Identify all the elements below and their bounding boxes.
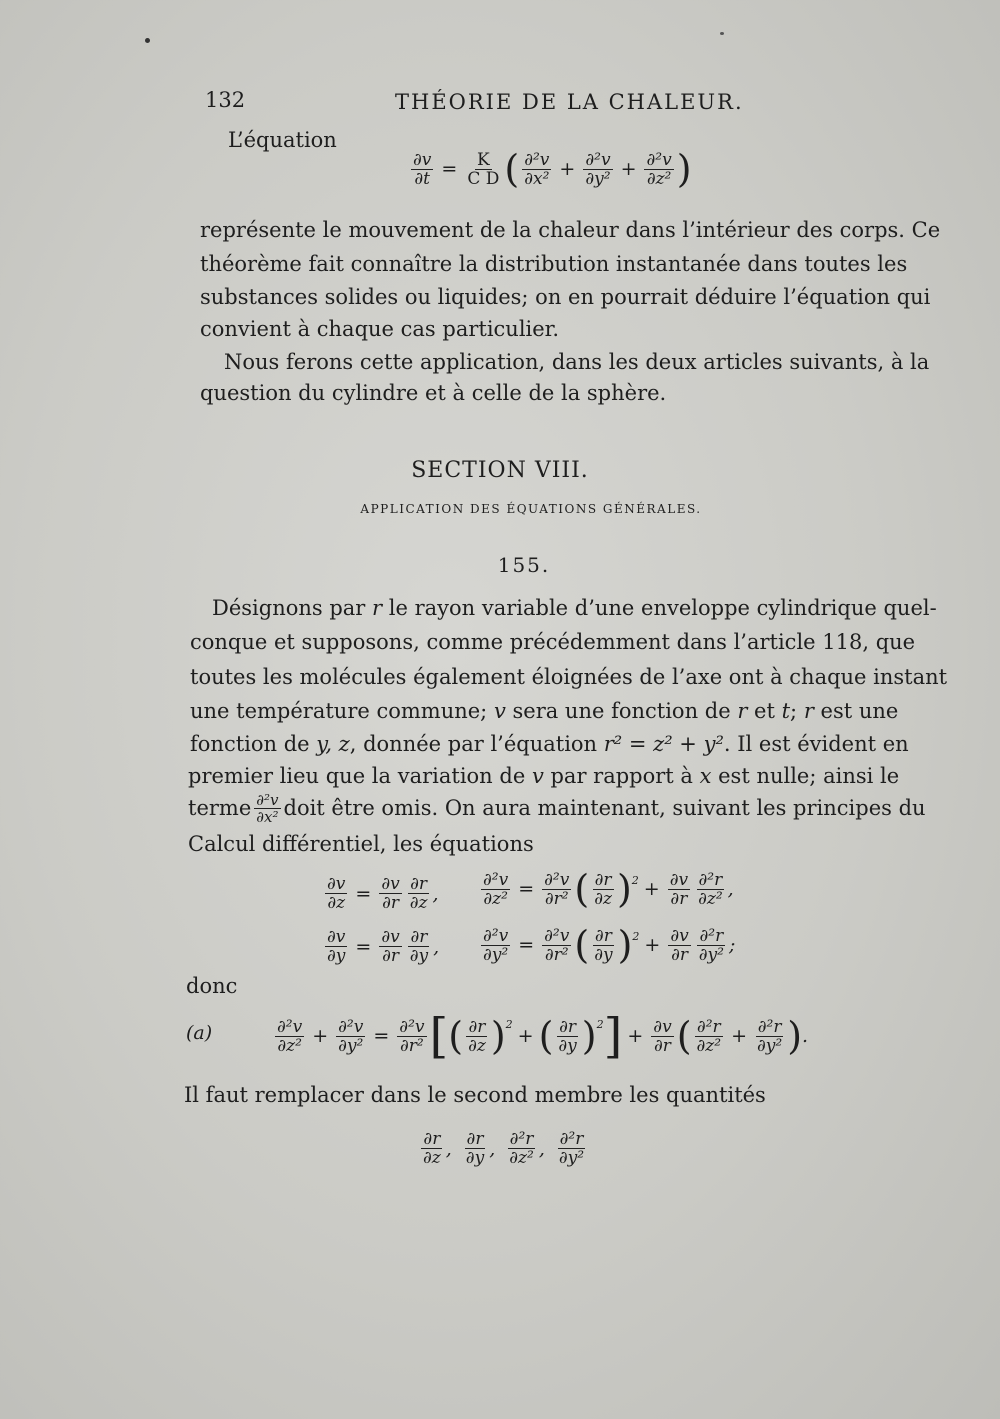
para3-line-5: fonction de y, z, donnée par l’équation r² = z² + y². Il est évident en: [190, 732, 909, 756]
equation-a: $\frac{\text{∂²v}}{\text{∂z²}}$ + $\frac{\text{∂²v}}{\text{∂y²}}$ = $\frac{\text{∂²v}}{\text{∂r²}}$ [ ( $\frac{\partial r}{\partial z}$ ) $^2$ + ( $\frac{\partial r}{\partial y}$ ) $^2$ ] + $\frac{\partial v}{\partial r}$ ( $\frac{\text{∂²r}}{\text{∂z²}}$ + $\frac{\text{∂²r}}{\text{∂y²}}$ ) .: [277, 1008, 809, 1064]
para2-line-2: question du cylindre et à celle de la sphère.: [200, 381, 667, 405]
para3-line-7: terme $\frac{\text{∂²v}}{\text{∂x²}}$ doit être omis. On aura maintenant, suivant les principes du: [188, 791, 926, 826]
equation-d2v-dy2: $\frac{\text{∂²v}}{\text{∂y²}}$ = $\frac{\text{∂²v}}{\text{∂r²}}$ ( $\frac{\partial r}{\partial y}$ ) $^2$ + $\frac{\partial v}{\partial r}$ $\frac{\text{∂²r}}{\text{∂y²}}$ ;: [483, 923, 736, 967]
equation-dv-dy: $\frac{\partial v}{\partial y}$ = $\frac{\partial v}{\partial r}$ $\frac{\partial r}{\partial y}$ ,: [327, 927, 440, 966]
para4-line: Il faut remplacer dans le second membre les quantités: [184, 1083, 766, 1107]
equation-d2v-dz2: $\frac{\text{∂²v}}{\text{∂z²}}$ = $\frac{\text{∂²v}}{\text{∂r²}}$ ( $\frac{\partial r}{\partial z}$ ) $^2$ + $\frac{\partial v}{\partial r}$ $\frac{\text{∂²r}}{\text{∂z²}}$ ,: [483, 867, 734, 911]
para1-line-3: substances solides ou liquides; on en pourrait déduire l’équation qui: [200, 285, 931, 309]
page-number: 132: [205, 88, 246, 112]
para1-line-2: théorème fait connaître la distribution instantanée dans toutes les: [200, 252, 908, 276]
para3-line-6: premier lieu que la variation de v par rapport à x est nulle; ainsi le: [188, 764, 900, 788]
section-title: SECTION VIII.: [411, 458, 589, 483]
donc-word: donc: [186, 974, 238, 998]
heat-equation: $\frac{\partial v}{\partial t}$ = $\frac{K}{\text{C D}}$ ( $\frac{\text{∂²v}}{\text{∂x²}}$ + $\frac{\text{∂²v}}{\text{∂y²}}$ + $\frac{\text{∂²v}}{\text{∂z²}}$ ): [413, 147, 692, 191]
article-number: 155.: [497, 553, 551, 577]
equation-dv-dz: $\frac{\partial v}{\partial z}$ = $\frac{\partial v}{\partial r}$ $\frac{\partial r}{\partial z}$ ,: [327, 874, 439, 913]
quantities-list: $\frac{\partial r}{\partial z}$ , $\frac{\partial r}{\partial y}$ , $\frac{\text{∂²r}}{\text{∂z²}}$ , $\frac{\text{∂²r}}{\text{∂y²}}$: [423, 1129, 585, 1168]
para2-line-1: Nous ferons cette application, dans les deux articles suivants, à la: [224, 350, 930, 374]
para1-line-1: représente le mouvement de la chaleur dans l’intérieur des corps. Ce: [200, 218, 941, 242]
para3-line-3: toutes les molécules également éloignées de l’axe ont à chaque instant: [190, 665, 948, 689]
intro-lead: L’équation: [228, 128, 337, 152]
running-title: THÉORIE DE LA CHALEUR.: [395, 90, 744, 114]
ink-speck: [145, 38, 150, 43]
para3-line-4: une température commune; v sera une fonction de r et t; r est une: [190, 699, 899, 723]
para3-line-2: conque et supposons, comme précédemment dans l’article 118, que: [190, 630, 916, 654]
para3-line-1: Désignons par r le rayon variable d’une enveloppe cylindrique quel-: [212, 596, 937, 620]
ink-speck: [720, 32, 724, 35]
equation-label: (a): [186, 1022, 213, 1044]
para3-line-8: Calcul différentiel, les équations: [188, 832, 534, 856]
para1-line-4: convient à chaque cas particulier.: [200, 317, 560, 341]
section-subtitle: APPLICATION DES ÉQUATIONS GÉNÉRALES.: [360, 502, 702, 516]
